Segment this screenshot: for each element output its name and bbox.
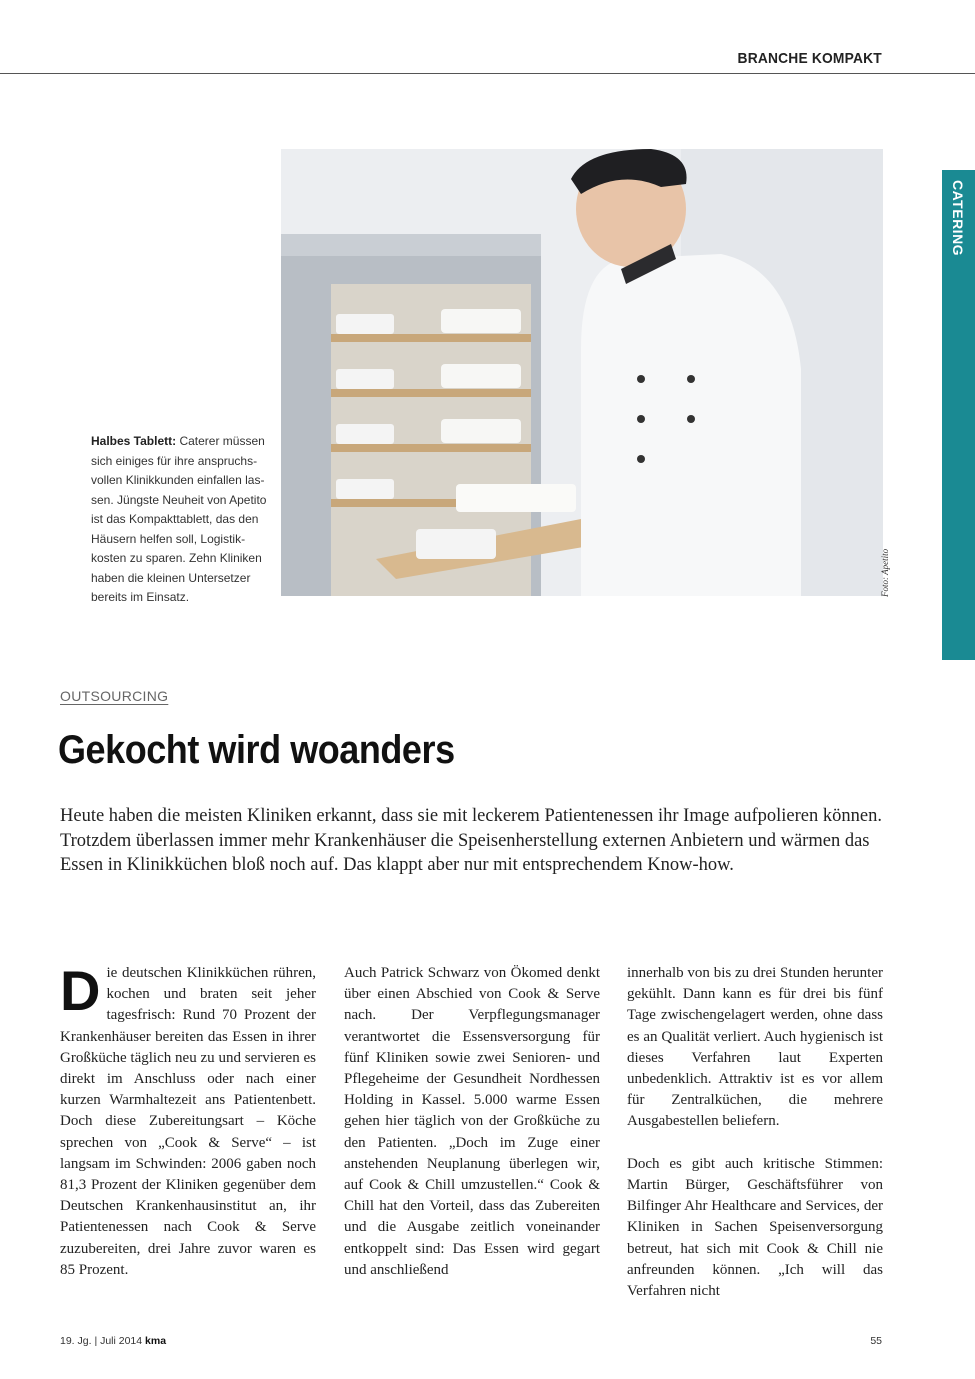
footer-issue <box>60 1335 166 1347</box>
photo-credit: Foto: Apetito <box>880 548 890 597</box>
dropcap: D <box>60 959 101 1022</box>
column-3-paragraph-2: Doch es gibt auch kritische Stimmen: Martin Bürger, Geschäftsführer von Bilfinger Ahr Healthcare and Services, der Kliniken in Sachen Speisenversorgung betreut, hat sich mit Cook & Chill nie anfreunden können. „Ich will das Verfahren nicht <box>627 1155 883 1300</box>
article-column-1 <box>60 959 316 1281</box>
photo-caption <box>91 432 273 608</box>
kma-logo: kma <box>145 1335 167 1347</box>
article-kicker: OUTSOURCING <box>60 688 169 704</box>
footer-issue-text: 19. Jg. | Juli 2014 <box>60 1335 143 1347</box>
article-column-3 <box>627 963 883 1302</box>
section-label: BRANCHE KOMPAKT <box>737 50 882 67</box>
caption-text: Caterer müssen sich einiges für ihre anspruchs-vollen Klinikkunden einfallen las-sen. Jüngste Neuheit von Apetito ist das Kompakttablett, das den Häusern helfen soll, Logistik-kosten zu sparen. Zehn Kliniken haben die kleinen Untersetzer bereits im Einsatz. <box>91 434 267 604</box>
column-3-paragraph-1: innerhalb von bis zu drei Stunden herunter gekühlt. Dann kann es für drei bis fünf Tage zwischengelagert werden, ohne dass es an Qualität verliert. Auch hygienisch ist dieses Verfahren laut Experten unbedenklich. Attraktiv ist es vor allem für Zentralküchen, die mehrere Ausgabestellen beliefern. <box>627 965 883 1130</box>
page-number: 55 <box>870 1335 882 1347</box>
article-column-2 <box>344 963 600 1281</box>
column-1-text: ie deutschen Klinikküchen rühren, kochen und braten seit jeher tagesfrisch: Rund 70 Prozent der Krankenhäuser bereiten das Essen in ihrer Großküche täglich neu zu und servieren es direkt im Anschluss oder nach einer kurzen Warmhaltezeit ans Patientenbett. Doch diese Zubereitungsart – Köche sprechen von „Cook & Serve“ – ist langsam im Schwinden: 2006 gaben noch 81,3 Prozent der Kliniken gegenüber dem Deutschen Krankenhausinstitut an, ihr Patientenessen nach Cook & Serve zuzubereiten, drei Jahre zuvor waren es 85 Prozent. <box>60 965 316 1278</box>
article-lead: Heute haben die meisten Kliniken erkannt, dass sie mit leckerem Patientenessen ihr Image aufpolieren können. Trotzdem überlassen immer mehr Krankenhäuser die Speisenherstellung externen Anbietern und wärmen das Essen in Klinikküchen bloß noch auf. Das klappt aber nur mit entsprechendem Know-how. <box>60 806 882 875</box>
article-photo <box>281 149 883 596</box>
side-tab-catering <box>942 170 975 660</box>
photo-illustration <box>281 149 883 596</box>
article-headline: Gekocht wird woanders <box>58 728 455 772</box>
header-rule <box>0 73 975 74</box>
column-2-text: Auch Patrick Schwarz von Ökomed denkt über einen Abschied von Cook & Serve nach. Der Verpflegungsmanager verantwortet die Essensversorgung für fünf Kliniken sowie zwei Senioren- und Pflegeheime der Gesundheit Nordhessen Holding in Kassel. 5.000 warme Essen gehen hier täglich von der Großküche zu den Patienten. „Doch im Zuge einer anstehenden Neuplanung überlegen wir, auf Cook & Chill umzustellen.“ Cook & Chill hat den Vorteil, dass das Zubereiten und die Ausgabe zeitlich voneinander entkoppelt sind: Das Essen wird gegart und anschließend <box>344 965 600 1278</box>
side-tab-label: CATERING <box>950 180 966 257</box>
caption-lead: Halbes Tablett: <box>91 434 177 448</box>
